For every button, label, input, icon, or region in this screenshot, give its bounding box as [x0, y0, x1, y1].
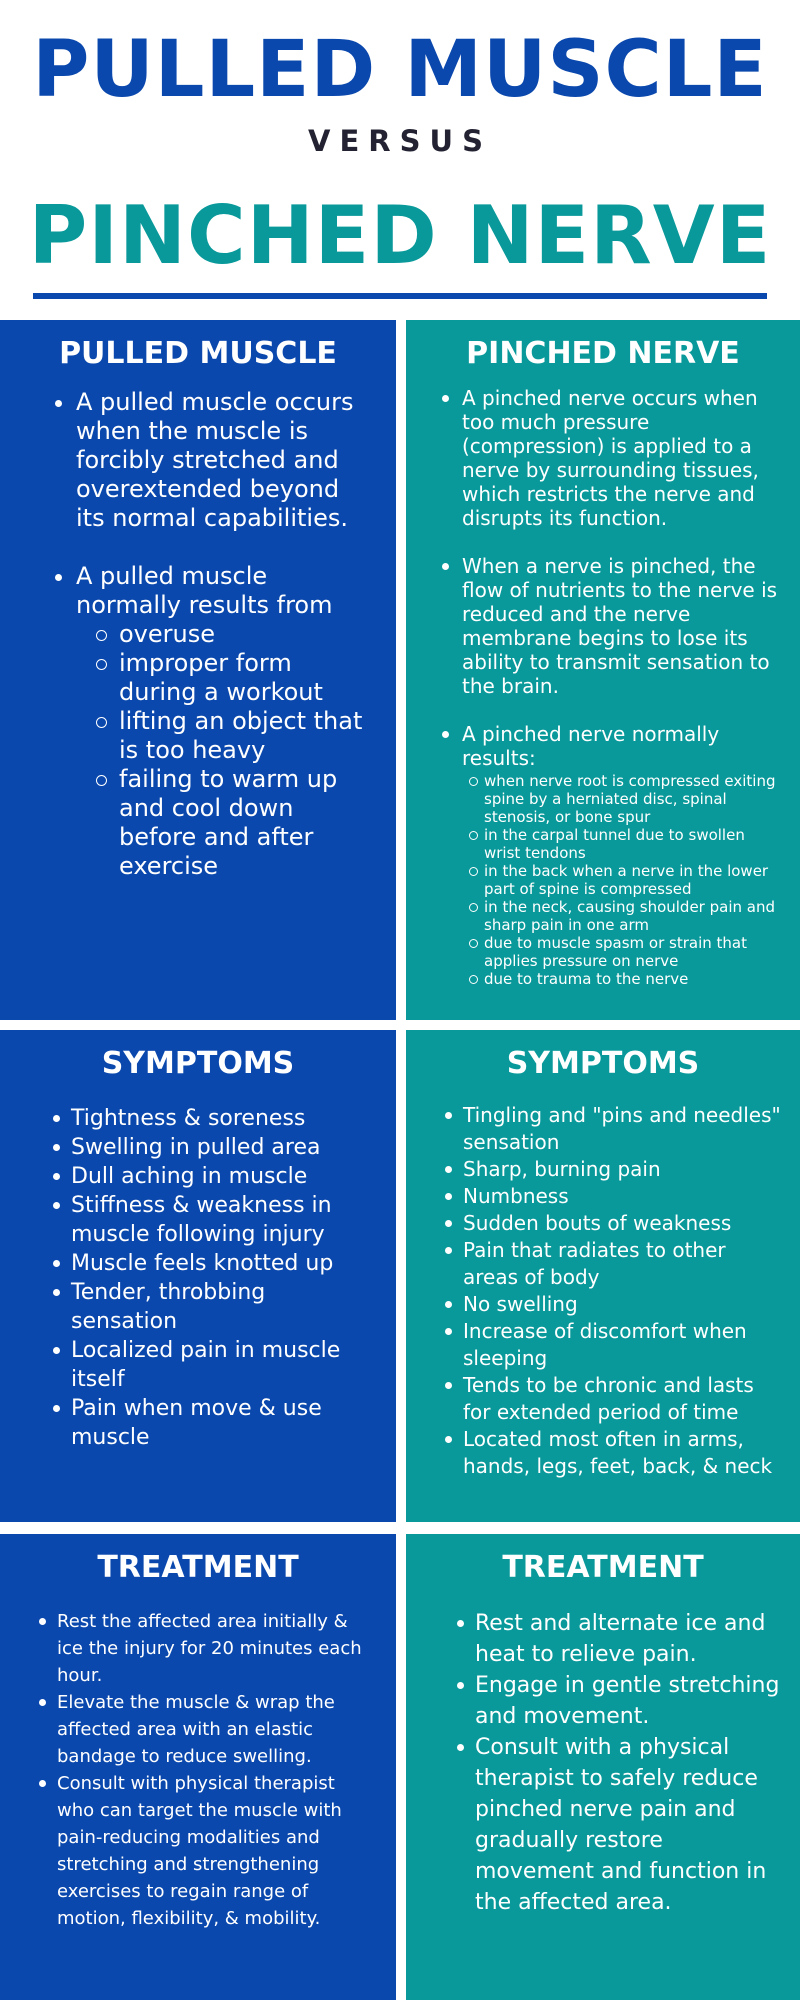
- list-item: Increase of discomfort when sleeping: [463, 1318, 784, 1372]
- pinched-nerve-causes-item: [462, 722, 780, 988]
- nerve-symptoms-heading: SYMPTOMS: [506, 1046, 700, 1081]
- list-item: overuse: [119, 620, 366, 649]
- nerve-treatment-heading: TREATMENT: [502, 1550, 704, 1585]
- list-item: improper form during a workout: [119, 649, 366, 707]
- pinched-nerve-causes-list: [484, 772, 780, 988]
- muscle-symptoms-list: [71, 1104, 376, 1452]
- list-item: in the carpal tunnel due to swollen wrist tendons: [484, 826, 780, 862]
- list-item: Numbness: [463, 1183, 784, 1210]
- list-item: Sudden bouts of weakness: [463, 1210, 784, 1237]
- muscle-symptoms-panel: [0, 1030, 396, 1522]
- list-item: in the neck, causing shoulder pain and sharp pain in one arm: [484, 898, 780, 934]
- list-item: Pain that radiates to other areas of body: [463, 1237, 784, 1291]
- list-item: Swelling in pulled area: [71, 1133, 376, 1162]
- list-item: Tender, throbbing sensation: [71, 1278, 376, 1336]
- infographic-header: [0, 0, 800, 320]
- list-item: Dull aching in muscle: [71, 1162, 376, 1191]
- list-item: Consult with physical therapist who can target the muscle with pain-reducing modalities and stretching and strengthening exercises to regain range of motion, flexibility, & mobility.: [57, 1770, 372, 1932]
- title-pulled-muscle: PULLED MUSCLE: [32, 25, 768, 115]
- list-item: Tightness & soreness: [71, 1104, 376, 1133]
- list-item: No swelling: [463, 1291, 784, 1318]
- title-versus: VERSUS: [308, 124, 492, 158]
- list-item: Rest and alternate ice and heat to relieve pain.: [475, 1608, 780, 1670]
- muscle-symptoms-heading: SYMPTOMS: [101, 1046, 295, 1081]
- pinched-nerve-mechanism: When a nerve is pinched, the flow of nutrients to the nerve is reduced and the nerve membrane begins to lose its ability to transmit sensation to the brain.: [462, 554, 780, 698]
- title-pinched-nerve: PINCHED NERVE: [28, 189, 772, 282]
- pulled-muscle-heading: PULLED MUSCLE: [59, 336, 337, 371]
- nerve-treatment-panel: [406, 1534, 800, 2000]
- list-item: Consult with a physical therapist to safely reduce pinched nerve pain and gradually restore movement and function in the affected area.: [475, 1732, 780, 1918]
- pulled-muscle-causes-intro: A pulled muscle normally results from: [76, 562, 333, 619]
- list-item: in the back when a nerve in the lower part of spine is compressed: [484, 862, 780, 898]
- list-item: due to trauma to the nerve: [484, 970, 780, 988]
- muscle-treatment-list: [57, 1608, 372, 1932]
- nerve-symptoms-panel: [406, 1030, 800, 1522]
- pinched-nerve-list: [462, 386, 780, 988]
- list-item: Muscle feels knotted up: [71, 1249, 376, 1278]
- list-item: Tends to be chronic and lasts for extended period of time: [463, 1372, 784, 1426]
- muscle-treatment-panel: [0, 1534, 396, 2000]
- list-item: Pain when move & use muscle: [71, 1394, 376, 1452]
- list-item: Elevate the muscle & wrap the affected area with an elastic bandage to reduce swelling.: [57, 1689, 372, 1770]
- list-item: lifting an object that is too heavy: [119, 707, 366, 765]
- pinched-nerve-causes-intro: A pinched nerve normally results:: [462, 722, 720, 770]
- list-item: failing to warm up and cool down before and after exercise: [119, 765, 366, 881]
- pinched-nerve-definition: A pinched nerve occurs when too much pressure (compression) is applied to a nerve by surrounding tissues, which restricts the nerve and disrupts its function.: [462, 386, 780, 530]
- pulled-muscle-definition: A pulled muscle occurs when the muscle is forcibly stretched and overextended beyond its normal capabilities.: [76, 388, 366, 533]
- pinched-nerve-heading: PINCHED NERVE: [466, 336, 740, 371]
- pulled-muscle-panel: [0, 320, 396, 1020]
- nerve-treatment-list: [475, 1608, 780, 1918]
- header-divider: [33, 293, 767, 299]
- list-item: due to muscle spasm or strain that applies pressure on nerve: [484, 934, 780, 970]
- pulled-muscle-causes-item: [76, 562, 366, 881]
- list-item: Rest the affected area initially & ice the injury for 20 minutes each hour.: [57, 1608, 372, 1689]
- pulled-muscle-list: [76, 388, 366, 881]
- list-item: Located most often in arms, hands, legs, feet, back, & neck: [463, 1426, 784, 1480]
- muscle-treatment-heading: TREATMENT: [97, 1550, 299, 1585]
- list-item: Tingling and "pins and needles" sensation: [463, 1102, 784, 1156]
- list-item: Stiffness & weakness in muscle following injury: [71, 1191, 376, 1249]
- nerve-symptoms-list: [463, 1102, 784, 1480]
- list-item: Localized pain in muscle itself: [71, 1336, 376, 1394]
- pinched-nerve-panel: [406, 320, 800, 1020]
- pulled-muscle-causes-list: [119, 620, 366, 881]
- list-item: Sharp, burning pain: [463, 1156, 784, 1183]
- list-item: when nerve root is compressed exiting spine by a herniated disc, spinal stenosis, or bone spur: [484, 772, 780, 826]
- list-item: Engage in gentle stretching and movement.: [475, 1670, 780, 1732]
